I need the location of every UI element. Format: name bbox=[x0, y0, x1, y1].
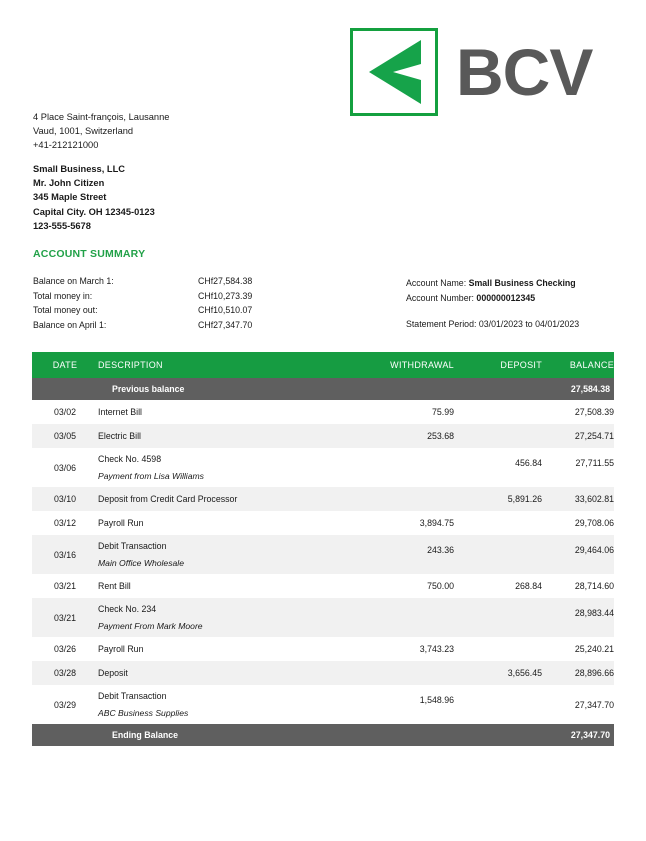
bank-address-line-3: +41-212121000 bbox=[33, 140, 99, 151]
account-details bbox=[406, 276, 579, 332]
cell-deposit bbox=[454, 424, 542, 448]
cell-date: 03/28 bbox=[53, 668, 76, 678]
bcv-chevron-logo-icon bbox=[350, 28, 438, 116]
table-header-row bbox=[32, 352, 614, 378]
cell-deposit bbox=[454, 598, 542, 637]
summary-row bbox=[33, 303, 303, 318]
cell-deposit: 268.84 bbox=[515, 581, 542, 591]
bank-address-line-1: 4 Place Saint-françois, Lausanne bbox=[33, 112, 170, 122]
ending-balance-amount: 27,347.70 bbox=[542, 724, 614, 746]
description-primary: Deposit from Credit Card Processor bbox=[98, 493, 238, 504]
cell-description bbox=[98, 574, 344, 598]
table-row bbox=[32, 598, 614, 637]
description-primary: Check No. 4598 bbox=[98, 453, 162, 464]
cell-withdrawal bbox=[344, 487, 454, 511]
cell-withdrawal bbox=[344, 661, 454, 685]
cell-deposit: 3,656.45 bbox=[507, 668, 542, 678]
cell-balance: 29,464.06 bbox=[574, 545, 614, 555]
cell-balance: 25,240.21 bbox=[574, 644, 614, 654]
table-row bbox=[32, 637, 614, 661]
transactions-table bbox=[32, 352, 614, 746]
summary-label: Balance on April 1: bbox=[33, 319, 107, 330]
cell-balance: 27,254.71 bbox=[574, 431, 614, 441]
table-row bbox=[32, 661, 614, 685]
description-memo: Payment from Lisa Williams bbox=[98, 470, 204, 481]
cell-withdrawal: 3,743.23 bbox=[419, 644, 454, 654]
cell-date: 03/21 bbox=[53, 581, 76, 591]
cell-withdrawal: 1,548.96 bbox=[419, 695, 454, 705]
description-memo: Payment From Mark Moore bbox=[98, 620, 203, 631]
transactions-table-wrap bbox=[32, 352, 614, 746]
description-primary: Deposit bbox=[98, 667, 128, 678]
cell-date: 03/16 bbox=[53, 549, 76, 560]
description-primary: Debit Transaction bbox=[98, 690, 167, 701]
cell-balance: 33,602.81 bbox=[574, 494, 614, 504]
cell-balance: 28,983.44 bbox=[574, 608, 614, 618]
transactions-body bbox=[32, 400, 614, 724]
cell-withdrawal: 253.68 bbox=[427, 431, 454, 441]
cell-withdrawal bbox=[344, 598, 454, 637]
table-row bbox=[32, 487, 614, 511]
previous-balance-deposit bbox=[454, 378, 542, 400]
statement-period-row bbox=[406, 317, 579, 332]
cell-balance: 27,508.39 bbox=[574, 407, 614, 417]
description-primary: Debit Transaction bbox=[98, 540, 167, 551]
cell-deposit: 5,891.26 bbox=[507, 494, 542, 504]
description-primary: Internet Bill bbox=[98, 406, 143, 417]
previous-balance-section bbox=[32, 378, 614, 400]
table-row bbox=[32, 511, 614, 535]
cell-description bbox=[98, 487, 344, 511]
column-header-balance: BALANCE bbox=[542, 352, 614, 378]
summary-label: Total money in: bbox=[33, 290, 93, 301]
account-name-row bbox=[406, 276, 579, 291]
cell-deposit bbox=[454, 535, 542, 574]
cell-balance: 28,714.60 bbox=[574, 581, 614, 591]
ending-balance-label: Ending Balance bbox=[98, 724, 344, 746]
account-number-value: 000000012345 bbox=[476, 292, 536, 303]
cell-description bbox=[98, 424, 344, 448]
customer-city-state-zip: Capital City. OH 12345-0123 bbox=[33, 206, 155, 217]
cell-description bbox=[98, 448, 344, 487]
description-primary: Payroll Run bbox=[98, 643, 144, 654]
account-name-value: Small Business Checking bbox=[468, 278, 576, 288]
customer-address bbox=[33, 162, 155, 233]
cell-date: 03/06 bbox=[53, 462, 76, 473]
cell-description bbox=[98, 535, 344, 574]
cell-withdrawal: 75.99 bbox=[431, 407, 454, 417]
previous-balance-amount: 27,584.38 bbox=[542, 378, 614, 400]
cell-date: 03/29 bbox=[53, 699, 76, 710]
cell-withdrawal: 750.00 bbox=[427, 581, 454, 591]
summary-row bbox=[33, 274, 303, 289]
description-memo: ABC Business Supplies bbox=[98, 707, 189, 718]
cell-description bbox=[98, 598, 344, 637]
customer-contact: Mr. John Citizen bbox=[33, 178, 105, 189]
summary-value: CHf27,347.70 bbox=[198, 319, 253, 330]
cell-balance: 28,896.66 bbox=[574, 668, 614, 678]
cell-date: 03/05 bbox=[53, 431, 76, 441]
cell-description bbox=[98, 511, 344, 535]
previous-balance-label: Previous balance bbox=[98, 378, 344, 400]
column-header-deposit: DEPOSIT bbox=[454, 352, 542, 378]
summary-label: Total money out: bbox=[33, 305, 98, 315]
account-summary-title: ACCOUNT SUMMARY bbox=[33, 248, 146, 260]
account-number-row bbox=[406, 291, 579, 306]
background-watermark bbox=[250, 790, 470, 824]
cell-deposit bbox=[454, 685, 542, 724]
cell-description bbox=[98, 637, 344, 661]
cell-balance: 27,347.70 bbox=[574, 699, 614, 710]
cell-date: 03/02 bbox=[53, 407, 76, 417]
summary-value: CHf10,273.39 bbox=[198, 290, 253, 301]
bank-address bbox=[33, 110, 169, 153]
column-header-date: DATE bbox=[32, 352, 98, 378]
ending-balance-spacer bbox=[32, 724, 98, 746]
statement-period-label: Statement Period: bbox=[406, 319, 477, 329]
cell-deposit bbox=[454, 400, 542, 424]
cell-withdrawal bbox=[344, 448, 454, 487]
account-summary-table bbox=[33, 274, 303, 332]
cell-date: 03/26 bbox=[53, 644, 76, 654]
ending-balance-section bbox=[32, 724, 614, 746]
summary-value: CHf10,510.07 bbox=[198, 305, 253, 315]
cell-balance: 27,711.55 bbox=[575, 458, 614, 468]
cell-date: 03/21 bbox=[53, 612, 76, 623]
account-name-label: Account Name: bbox=[406, 278, 467, 288]
summary-row bbox=[33, 289, 303, 304]
account-number-label: Account Number: bbox=[406, 292, 474, 303]
cell-withdrawal: 3,894.75 bbox=[419, 518, 454, 528]
previous-balance-row bbox=[32, 378, 614, 400]
cell-deposit: 456.84 bbox=[515, 458, 542, 468]
ending-balance-row bbox=[32, 724, 614, 746]
table-row bbox=[32, 685, 614, 724]
ending-balance-withdrawal bbox=[344, 724, 454, 746]
cell-date: 03/12 bbox=[53, 518, 76, 528]
description-primary: Electric Bill bbox=[98, 430, 142, 441]
table-row bbox=[32, 424, 614, 448]
summary-value: CHf27,584.38 bbox=[198, 276, 253, 286]
customer-name: Small Business, LLC bbox=[33, 164, 125, 174]
description-primary: Check No. 234 bbox=[98, 603, 157, 614]
description-primary: Rent Bill bbox=[98, 580, 131, 591]
brand-logo-area bbox=[350, 28, 592, 116]
cell-description bbox=[98, 685, 344, 724]
cell-description bbox=[98, 661, 344, 685]
ending-balance-deposit bbox=[454, 724, 542, 746]
statement-period-value: 03/01/2023 to 04/01/2023 bbox=[478, 319, 580, 329]
customer-phone: 123-555-5678 bbox=[33, 220, 91, 231]
table-row bbox=[32, 448, 614, 487]
cell-withdrawal: 243.36 bbox=[427, 545, 454, 555]
description-memo: Main Office Wholesale bbox=[98, 557, 184, 568]
summary-row bbox=[33, 318, 303, 333]
cell-balance: 29,708.06 bbox=[574, 518, 614, 528]
customer-street: 345 Maple Street bbox=[33, 192, 107, 203]
column-header-withdrawal: WITHDRAWAL bbox=[344, 352, 454, 378]
previous-balance-spacer bbox=[32, 378, 98, 400]
cell-date: 03/10 bbox=[53, 494, 76, 504]
cell-deposit bbox=[454, 637, 542, 661]
bank-address-line-2: Vaud, 1001, Switzerland bbox=[33, 126, 134, 137]
cell-deposit bbox=[454, 511, 542, 535]
transactions-table-head bbox=[32, 352, 614, 378]
table-row bbox=[32, 400, 614, 424]
summary-label: Balance on March 1: bbox=[33, 276, 114, 286]
column-header-description: DESCRIPTION bbox=[98, 352, 344, 378]
cell-description bbox=[98, 400, 344, 424]
table-row bbox=[32, 535, 614, 574]
previous-balance-withdrawal bbox=[344, 378, 454, 400]
table-row bbox=[32, 574, 614, 598]
brand-wordmark: BCV bbox=[456, 35, 593, 109]
description-primary: Payroll Run bbox=[98, 517, 144, 528]
